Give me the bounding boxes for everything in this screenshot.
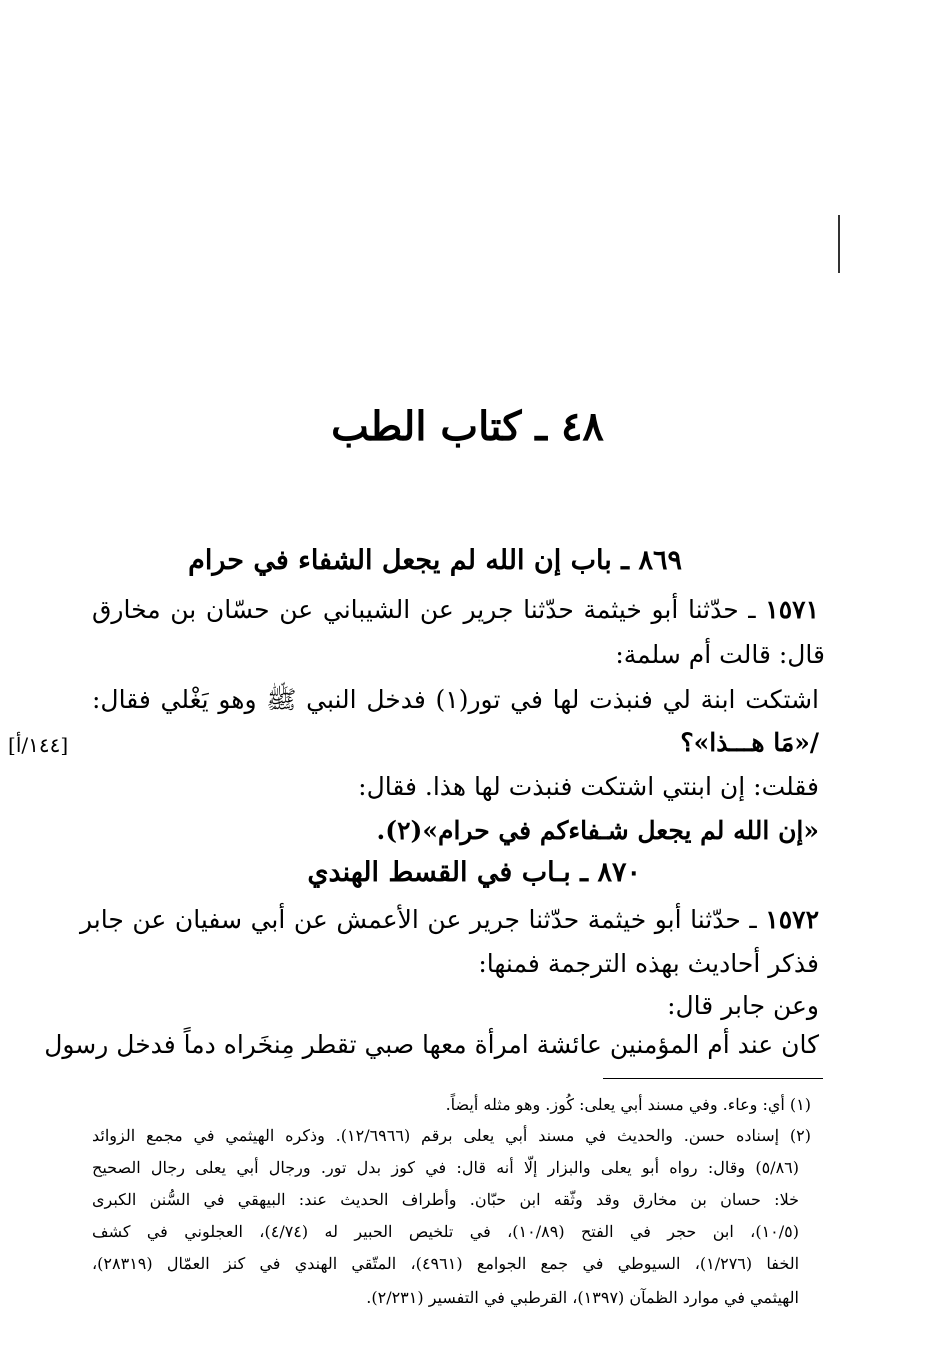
hadith-number-1571: ١٥٧١ <box>765 595 819 624</box>
chapter-heading-870: ٨٧٠ ـ بـاب في القسط الهندي <box>307 857 641 888</box>
footnote-2-line-1: (٢) إسناده حسن. والحديث في مسند أبي يعلى برقم (١٢/٦٩٦٦). وذكره الهيثمي في مجمع الزوائد <box>92 1126 811 1145</box>
chapter-heading-869: ٨٦٩ ـ باب إن الله لم يجعل الشفاء في حرام <box>188 545 682 576</box>
hadith-number-1572: ١٥٧٢ <box>765 905 819 934</box>
footnote-2-line-2: (٥/٨٦) وقال: رواه أبو يعلى والبزار إلّا أنه قال: في كوز بدل تور. ورجال أبي يعلى رجال الصحيح <box>92 1158 799 1177</box>
hadith-1571-isnad <box>92 595 819 624</box>
footnote-2-line-3: خلا: حسان بن مخارق وقد وثّقه ابن حبّان. وأطراف الحديث عند: البيهقي في السُّنن الكبرى <box>92 1190 799 1209</box>
hadith-1572-line-3: وعن جابر قال: <box>667 991 819 1020</box>
hadith-1572-isnad-text: ـ حدّثنا أبو خيثمة حدّثنا جرير عن الأعمش عن أبي سفيان عن جابر <box>80 905 766 934</box>
footnote-1: (١) أي: وعاء. وفي مسند أبي يعلى: كُوز. وهو مثله أيضاً. <box>445 1095 811 1114</box>
hadith-1571-line-3: اشتكت ابنة لي فنبذت لها في تور(١) فدخل النبي ﷺ وهو يَغْلي فقال: <box>92 685 819 714</box>
footnote-2-line-4: (١٠/٥)، ابن حجر في الفتح (١٠/٨٩)، في تلخيص الحبير له (٤/٧٤)، العجلوني في كشف <box>92 1222 799 1241</box>
hadith-1571-line-4: /«مَا هـــذا»؟ <box>680 728 819 757</box>
hadith-1572-isnad <box>80 905 819 934</box>
hadith-1571-isnad-text: ـ حدّثنا أبو خيثمة حدّثنا جرير عن الشيباني عن حسّان بن مخارق <box>92 595 766 624</box>
hadith-1572-line-2: فذكر أحاديث بهذه الترجمة فمنها: <box>478 949 819 978</box>
hadith-1571-line-6: «إن الله لم يجعل شـفاءكم في حرام»(٢). <box>376 816 819 845</box>
hadith-1571-line-2: قال: قالت أم سلمة: <box>615 640 825 669</box>
margin-pencil-mark <box>838 215 840 273</box>
hadith-1572-line-4: كان عند أم المؤمنين عائشة امرأة معها صبي تقطر مِنخَراه دماً فدخل رسول <box>44 1030 819 1059</box>
folio-marker: [١٤٤/أ] <box>8 733 69 757</box>
book-title: ٤٨ ـ كتاب الطب <box>331 403 604 450</box>
footnote-2-line-5: الخفا (١/٢٧٦)، السيوطي في جمع الجوامع (٤٩٦١)، المتّقي الهندي في كنز العمّال (٢٨٣١٩)، <box>92 1254 800 1273</box>
footnote-separator <box>603 1078 823 1079</box>
footnote-2-line-6: الهيثمي في موارد الظمآن (١٣٩٧)، القرطبي في التفسير (٢/٢٣١). <box>366 1288 799 1307</box>
hadith-1571-line-5: فقلت: إن ابنتي اشتكت فنبذت لها هذا. فقال: <box>358 772 819 801</box>
